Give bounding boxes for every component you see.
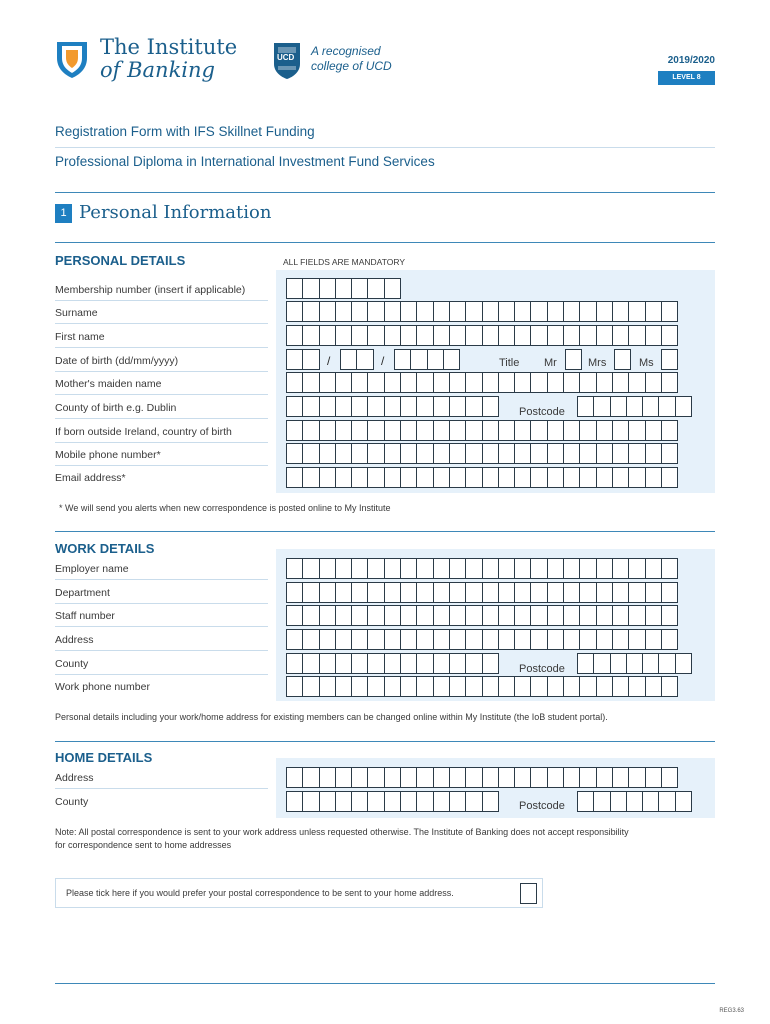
section-title: Personal Information [79,202,272,223]
email-label: Email address* [55,472,126,484]
row-divider [55,465,268,466]
level-badge: LEVEL 8 [658,71,715,85]
mandatory-note: ALL FIELDS ARE MANDATORY [283,257,406,267]
home-note-line1: Note: All postal correspondence is sent to your work address unless requested otherwise. The Institute of Banking does not accept responsibility [55,827,629,837]
row-divider [55,418,268,419]
row-divider [55,323,268,324]
logo-title [100,36,237,82]
staff-number-label: Staff number [55,610,115,622]
divider [55,147,715,148]
mobile-phone-label: Mobile phone number* [55,449,161,461]
title-mr-checkbox[interactable] [565,349,581,370]
work-postcode-input[interactable] [577,653,691,674]
work-details-note: Personal details including your work/home address for existing members can be changed online within My Institute (the IoB student portal). [55,712,608,722]
surname-input[interactable] [286,301,677,322]
iob-shield-logo-icon [55,40,89,80]
dob-day-input[interactable] [286,349,319,370]
home-county-input[interactable] [286,791,498,812]
maiden-name-input[interactable] [286,372,677,393]
home-postcode-input[interactable] [577,791,691,812]
maiden-name-label: Mother's maiden name [55,378,162,390]
home-note [55,826,629,852]
ucd-caption-line2: college of UCD [311,59,392,73]
row-divider [55,603,268,604]
staff-number-input[interactable] [286,605,677,626]
ucd-caption [311,44,392,74]
title-ms-checkbox[interactable] [661,349,677,370]
employer-name-label: Employer name [55,563,129,575]
title-mrs-label: Mrs [588,357,607,369]
row-divider [55,788,268,789]
county-of-birth-label: County of birth e.g. Dublin [55,402,177,414]
divider [55,531,715,532]
postcode-label: Postcode [519,406,565,418]
employer-name-input[interactable] [286,558,677,579]
first-name-label: First name [55,331,105,343]
section-number-badge: 1 [55,204,72,223]
form-title: Registration Form with IFS Skillnet Funding [55,124,315,139]
membership-number-input[interactable] [286,278,400,299]
logo-line1: The Institute [100,35,238,59]
dob-month-input[interactable] [340,349,373,370]
divider [55,741,715,742]
row-divider [55,371,268,372]
email-input[interactable] [286,467,677,488]
home-details-heading: HOME DETAILS [55,750,153,765]
home-address-label: Address [55,772,94,784]
department-label: Department [55,587,110,599]
row-divider [55,674,268,675]
row-divider [55,347,268,348]
work-postcode-label: Postcode [519,663,565,675]
home-postcode-label: Postcode [519,800,565,812]
row-divider [55,579,268,580]
dob-year-input[interactable] [394,349,459,370]
divider [55,242,715,243]
home-preference-checkbox[interactable] [520,883,536,904]
footer-code: REG3.63 [719,1008,744,1014]
personal-details-heading: PERSONAL DETAILS [55,253,186,268]
dob-separator: / [381,354,385,368]
department-input[interactable] [286,582,677,603]
work-phone-input[interactable] [286,676,677,697]
title-label: Title [499,357,520,369]
home-address-input[interactable] [286,767,677,788]
row-divider [55,394,268,395]
surname-label: Surname [55,307,98,319]
divider [55,983,715,984]
ucd-badge-text: UCD [277,53,295,62]
membership-number-label: Membership number (insert if applicable) [55,284,246,296]
mobile-phone-input[interactable] [286,443,677,464]
postcode-input[interactable] [577,396,691,417]
program-title: Professional Diploma in International Investment Fund Services [55,154,435,169]
home-county-label: County [55,796,89,808]
country-of-birth-label: If born outside Ireland, country of birth [55,426,232,438]
work-details-heading: WORK DETAILS [55,541,155,556]
logo-line2: of Banking [100,58,215,82]
first-name-input[interactable] [286,325,677,346]
year-label: 2019/2020 [667,55,715,66]
divider [55,192,715,193]
alerts-note: * We will send you alerts when new correspondence is posted online to My Institute [59,503,391,513]
work-phone-label: Work phone number [55,681,150,693]
work-county-label: County [55,658,89,670]
work-address-input[interactable] [286,629,677,650]
row-divider [55,300,268,301]
country-of-birth-input[interactable] [286,420,677,441]
work-address-label: Address [55,634,94,646]
row-divider [55,442,268,443]
dob-separator: / [327,354,331,368]
work-county-input[interactable] [286,653,498,674]
home-preference-label: Please tick here if you would prefer your postal correspondence to be sent to your home address. [66,888,454,898]
home-note-line2: for correspondence sent to home addresses [55,840,232,850]
county-of-birth-input[interactable] [286,396,498,417]
dob-label: Date of birth (dd/mm/yyyy) [55,355,179,367]
title-mrs-checkbox[interactable] [614,349,630,370]
title-mr-label: Mr [544,357,557,369]
title-ms-label: Ms [639,357,654,369]
row-divider [55,626,268,627]
ucd-caption-line1: A recognised [311,44,381,58]
row-divider [55,650,268,651]
